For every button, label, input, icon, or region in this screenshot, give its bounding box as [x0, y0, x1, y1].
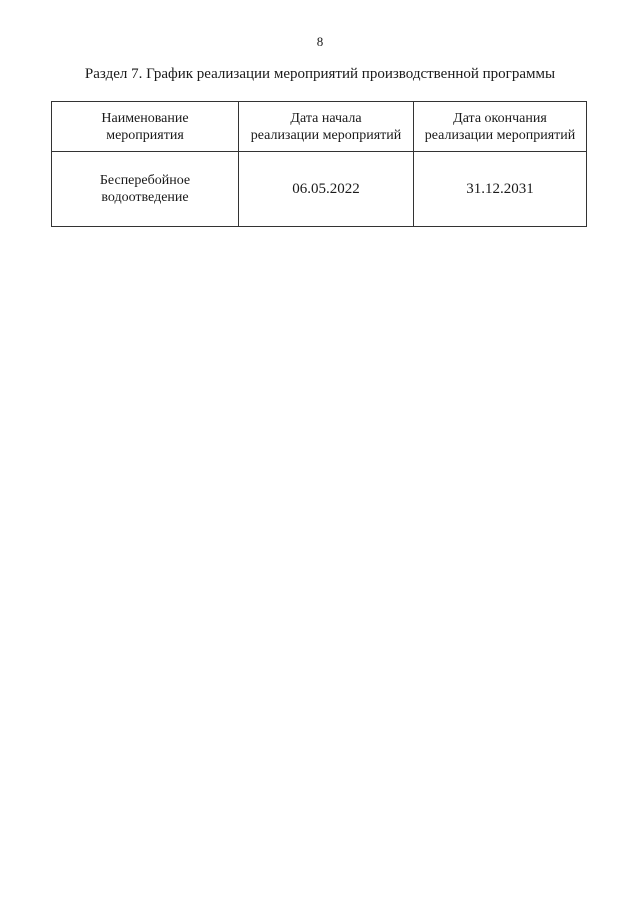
- header-event-name: [52, 102, 239, 152]
- header-start-date-line-2: реализации мероприятий: [250, 127, 402, 143]
- header-start-date: [239, 102, 414, 152]
- event-name-line-1: Бесперебойное: [99, 173, 191, 188]
- header-end-date: [414, 102, 587, 152]
- header-end-date-line-1: Дата окончания: [453, 110, 547, 126]
- table-row: [52, 152, 587, 227]
- event-name-line-2: водоотведение: [101, 190, 189, 205]
- start-date-cell: 06.05.2022: [239, 152, 414, 227]
- page-number: 8: [316, 34, 324, 49]
- end-date-cell: 31.12.2031: [414, 152, 587, 227]
- section-title: Раздел 7. График реализации мероприятий производственной программы: [84, 66, 556, 82]
- header-start-date-line-1: Дата начала: [290, 110, 362, 126]
- header-event-name-line-2: мероприятия: [106, 127, 184, 143]
- event-name-cell: [52, 152, 239, 227]
- header-end-date-line-2: реализации мероприятий: [424, 127, 576, 143]
- header-event-name-line-1: Наименование: [101, 110, 189, 126]
- schedule-table: [51, 101, 587, 227]
- table-header-row: [52, 102, 587, 152]
